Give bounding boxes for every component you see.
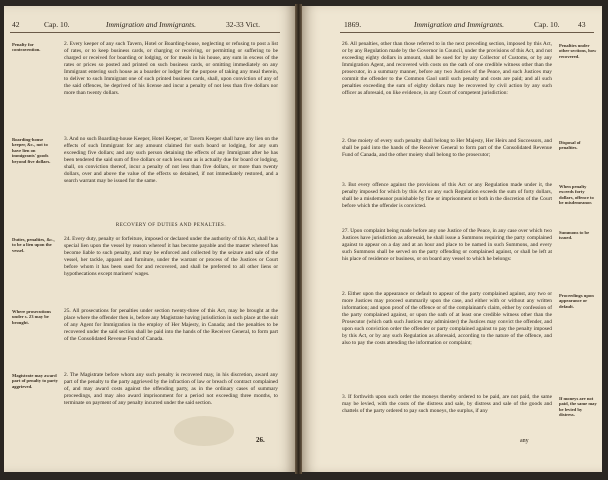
- paragraph: 3. But every offence against the provisions of this Act or any Regulation made under it, the penalty imposed for which by this Act or any such Regulation exceeds the sum of forty dollars, shall be a misdemeanor punishable by fine or imprisonment or both in the discretion of the Court before which the offender is convicted.: [342, 182, 552, 210]
- left-chapter: Cap. 10.: [44, 20, 70, 29]
- book-gutter: [295, 4, 302, 474]
- left-regnal-year: 32-33 Vict.: [226, 20, 260, 29]
- paragraph: 26. All penalties, other than those referred to in the next preceding section, imposed by this Act, or by any Regulation made by the Governor in Council, under the provisions of this Act, and not exceeding eighty dollars in amount, shall be sued for by any Collector of Customs, or by any Immigration Agent, and recovered with costs on the oath of one credible witness other than the prosecutor, in a summary manner, before any two Justices of the Peace, and such Justices may commit the offender to the Common Gaol until such penalty and costs are paid; and all such penalties exceeding the sum of eighty dollars may be recovered by civil action by any such officer as aforesaid, on like evidence, in any Court of competent jurisdiction:: [342, 41, 552, 97]
- margin-note: Penalties under other sections, how recovered.: [559, 43, 597, 59]
- left-page: [4, 6, 295, 472]
- margin-note: Summons to be issued.: [559, 230, 590, 241]
- right-chapter: Cap. 10.: [534, 20, 560, 29]
- margin-note: Boarding-house keeper, &c., not to have lien on immigrants' goods beyond five dollars.: [12, 137, 51, 164]
- margin-note: Proceedings upon appearance or default.: [559, 293, 594, 309]
- margin-note: Where prosecutions under s. 23 may be brought.: [12, 309, 52, 325]
- paragraph: 27. Upon complaint being made before any one Justice of the Peace, in any case over which two Justices have jurisdiction as aforesaid, he shall issue a Summons requiring the party complained against to appear on a day and at an hour and place to be named in such Summons, and every such Summons shall be served on the party offending or complained against, or shall be left at his place of residence or business, or on board any vessel to which he belongs:: [342, 228, 552, 263]
- paragraph: 3. If forthwith upon such order the moneys thereby ordered to be paid, are not paid, the same may be levied, with the costs of the distress and sale, by distress and sale of the goods and chattels of the party ordered to pay such moneys, the surplus, if any: [342, 394, 552, 415]
- right-page: [302, 6, 602, 472]
- right-year: 1869.: [344, 20, 362, 29]
- margin-note: Duties, penalties, &c., to be a lien upon the vessel.: [12, 237, 55, 253]
- margin-note: If moneys are not paid, the same may be levied by distress.: [559, 396, 597, 418]
- paragraph: 25. All prosecutions for penalties under section twenty-three of this Act, may be brought at the place where the offender then is, before any Magistrate having jurisdiction in such place at the suit of any Agent for Immigration in the employ of Her Majesty, in Canada; and the penalties to be recovered under the said section shall be paid into the hands of the Receiver General, to form part of the Consolidated Revenue Fund of Canada.: [64, 308, 278, 343]
- right-running-title: Immigration and Immigrants.: [414, 20, 505, 29]
- margin-note: Magistrate may award part of penalty to party aggrieved.: [12, 373, 58, 389]
- margin-note: Disposal of penalties.: [559, 140, 581, 151]
- paragraph: 2. Every keeper of any such Tavern, Hotel or Boarding-house, neglecting or refusing to post a list of rates, or to keep business cards, or charging or receiving, or permitting or suffering to be charged or received for boarding or lodging, or for meals in his house, any sum in excess of the rates or prices so posted and printed on such business cards, or omitting immediately on any Immigrant entering such house as a boarder or lodger for the purpose of taking any meal therein, to deliver to such Immigrant one of such printed business cards, shall, upon conviction of any of the said offences, be deprived of his license and incur a penalty of not less than five dollars nor more than twenty dollars.: [64, 41, 278, 97]
- left-header-rule: [10, 32, 280, 33]
- section-heading: RECOVERY OF DUTIES AND PENALTIES.: [115, 223, 227, 228]
- left-page-number: 42: [12, 20, 20, 29]
- paragraph: 3. And no such Boarding-house Keeper, Hotel Keeper, or Tavern Keeper shall have any lien on the effects of such Immigrant for any amount claimed for such board or lodging, for any sum exceeding five dollars; and any such person detaining the effects of any Immigrant after he has been tendered the said sum of five dollars or such less sum as is actually due for board or lodging, shall, on conviction thereof, incur a penalty of not less than five dollars, or more than twenty dollars, over and above the value of the effects so detained, if not immediately restored, and a search warrant may be issued for the same.: [64, 136, 278, 185]
- paragraph: 24. Every duty, penalty or forfeiture, imposed or declared under the authority of this Act, shall be a special lien upon the vessel by reason whereof it has become payable and the master whereof has become liable to such penalty, and may be enforced and collected by the seizure and sale of the vessel, her tackle, apparel and furniture, under the warrant or process of the Justices or Court before whom it has been sued for and recovered, and shall be preferred to all other liens or hypothecations except mariners' wages.: [64, 236, 278, 278]
- right-header-rule: [340, 32, 594, 33]
- margin-note: Penalty for contravention.: [12, 42, 41, 53]
- left-running-title: Immigration and Immigrants.: [106, 20, 197, 29]
- margin-note: When penalty exceeds forty dollars, offence to be misdemeanor.: [559, 184, 594, 206]
- paper-stain: [174, 416, 234, 446]
- paragraph: 2. The Magistrate before whom any such penalty is recovered may, in his discretion, award any part of the penalty to the party aggrieved by the infraction of law or breach of contract complained of, and may award costs against the offending party, as in the ordinary cases of summary proceedings, and may also award imprisonment for a period not exceeding three months, to terminate on payment of any penalty incurred under the said section.: [64, 372, 278, 407]
- page-last-word: any: [520, 438, 529, 444]
- paragraph: 2. One moiety of every such penalty shall belong to Her Majesty, Her Heirs and Successors, and shall be paid into the hands of the Receiver General to form part of the Consolidated Revenue Fund of Canada, and the other moiety shall belong to the prosecutor;: [342, 138, 552, 159]
- paragraph: 2. Either upon the appearance or default to appear of the party complained against, any two or more Justices may proceed summarily upon the case, and either with or without any written information; and upon proof of the offence or of the complainant's claim, either by confession of the party complained against, or upon the oath of at least one credible witness other than the Prosecutor (which oath such Justices may administer) the Justices may convict the offender, and upon such conviction order the offender or party complained against to pay the penalty imposed by this Act, or by any such Regulation as aforesaid, according to the nature of the offence, and also to pay the costs attending the information or complaint;: [342, 291, 552, 347]
- right-page-number: 43: [578, 20, 586, 29]
- catchword: 26.: [256, 436, 265, 444]
